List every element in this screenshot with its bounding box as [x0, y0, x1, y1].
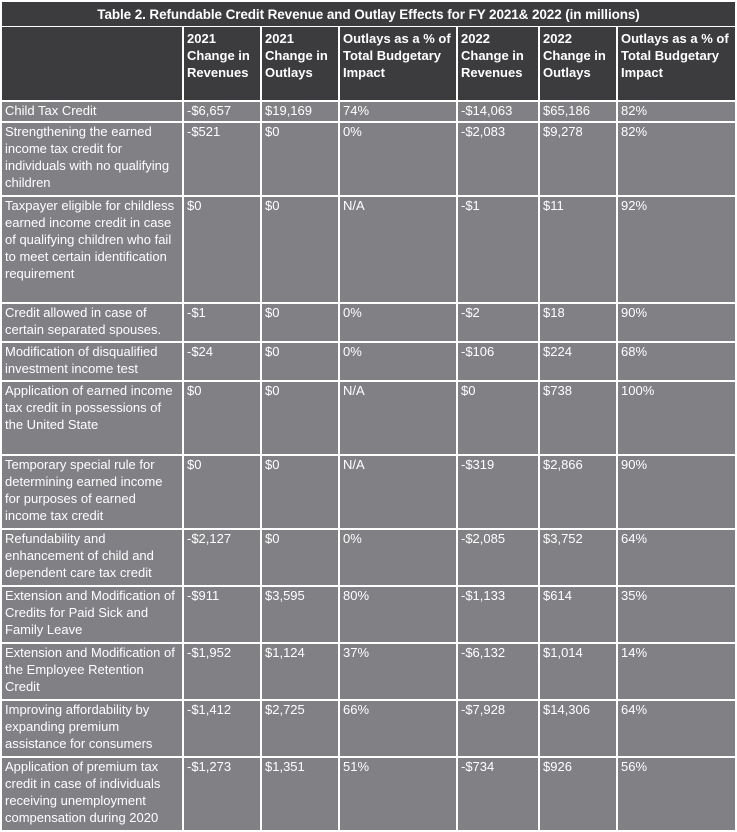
outlay-pct-2021-cell: 51%: [340, 758, 456, 830]
table-row: [2, 530, 735, 585]
provision-cell: Refundability and enhancement of child and dependent care tax credit: [2, 530, 182, 585]
revenue-2022-cell: -$7,928: [458, 701, 538, 756]
outlay-pct-2022-cell: 100%: [618, 382, 735, 454]
header-2021-outlays: 2021 Change in Outlays: [262, 27, 338, 100]
revenue-2022-cell: -$1: [458, 197, 538, 302]
provision-cell: Taxpayer eligible for childless earned income credit in case of qualifying children who fail to meet certain identification requirement: [2, 197, 182, 302]
revenue-2021-cell: -$6,657: [184, 102, 260, 121]
outlay-2021-cell: $2,725: [262, 701, 338, 756]
revenue-2022-cell: -$2,085: [458, 530, 538, 585]
table-row: [2, 102, 735, 121]
header-2021-revenues: 2021 Change in Revenues: [184, 27, 260, 100]
revenue-2021-cell: -$2,127: [184, 530, 260, 585]
outlay-pct-2021-cell: N/A: [340, 197, 456, 302]
outlay-pct-2021-cell: 37%: [340, 644, 456, 699]
table-row: [2, 123, 735, 195]
outlay-pct-2022-cell: 90%: [618, 304, 735, 341]
outlay-pct-2021-cell: 80%: [340, 587, 456, 642]
provision-cell: Improving affordability by expanding premium assistance for consumers: [2, 701, 182, 756]
outlay-2022-cell: $1,014: [540, 644, 616, 699]
table-row: [2, 343, 735, 380]
outlay-2022-cell: $18: [540, 304, 616, 341]
table-row: [2, 382, 735, 454]
revenue-2021-cell: -$1,273: [184, 758, 260, 830]
outlay-2022-cell: $3,752: [540, 530, 616, 585]
outlay-pct-2021-cell: N/A: [340, 456, 456, 528]
outlay-2021-cell: $0: [262, 456, 338, 528]
outlay-pct-2022-cell: 64%: [618, 530, 735, 585]
outlay-pct-2022-cell: 56%: [618, 758, 735, 830]
revenue-2022-cell: -$14,063: [458, 102, 538, 121]
outlay-pct-2022-cell: 14%: [618, 644, 735, 699]
outlay-2021-cell: $0: [262, 343, 338, 380]
revenue-2021-cell: -$521: [184, 123, 260, 195]
provision-cell: Extension and Modification of Credits for Paid Sick and Family Leave: [2, 587, 182, 642]
revenue-2021-cell: $0: [184, 382, 260, 454]
outlay-pct-2022-cell: 68%: [618, 343, 735, 380]
table-row: [2, 758, 735, 830]
outlay-2022-cell: $11: [540, 197, 616, 302]
header-row: [2, 27, 735, 100]
outlay-2022-cell: $614: [540, 587, 616, 642]
provision-cell: Child Tax Credit: [2, 102, 182, 121]
outlay-2022-cell: $926: [540, 758, 616, 830]
header-2022-outlay-pct: Outlays as a % of Total Budgetary Impact: [618, 27, 735, 100]
outlay-2022-cell: $14,306: [540, 701, 616, 756]
header-2022-outlays: 2022 Change in Outlays: [540, 27, 616, 100]
table-title: Table 2. Refundable Credit Revenue and Outlay Effects for FY 2021& 2022 (in millions): [2, 2, 735, 26]
outlay-2022-cell: $738: [540, 382, 616, 454]
table-row: [2, 644, 735, 699]
revenue-2022-cell: -$319: [458, 456, 538, 528]
outlay-2022-cell: $9,278: [540, 123, 616, 195]
header-2022-revenues: 2022 Change in Revenues: [458, 27, 538, 100]
outlay-2021-cell: $1,124: [262, 644, 338, 699]
outlay-2021-cell: $0: [262, 530, 338, 585]
outlay-2021-cell: $0: [262, 197, 338, 302]
outlay-pct-2022-cell: 90%: [618, 456, 735, 528]
revenue-2021-cell: -$911: [184, 587, 260, 642]
outlay-pct-2022-cell: 82%: [618, 102, 735, 121]
revenue-2021-cell: -$1: [184, 304, 260, 341]
revenue-2022-cell: -$2: [458, 304, 538, 341]
revenue-2022-cell: -$106: [458, 343, 538, 380]
revenue-2022-cell: $0: [458, 382, 538, 454]
revenue-2021-cell: -$24: [184, 343, 260, 380]
outlay-2022-cell: $2,866: [540, 456, 616, 528]
outlay-pct-2021-cell: 0%: [340, 304, 456, 341]
outlay-2021-cell: $0: [262, 304, 338, 341]
revenue-2021-cell: $0: [184, 456, 260, 528]
provision-cell: Strengthening the earned income tax credit for individuals with no qualifying children: [2, 123, 182, 195]
table-row: [2, 456, 735, 528]
table-row: [2, 197, 735, 302]
revenue-2021-cell: -$1,412: [184, 701, 260, 756]
outlay-2021-cell: $1,351: [262, 758, 338, 830]
revenue-2022-cell: -$6,132: [458, 644, 538, 699]
provision-cell: Application of earned income tax credit in possessions of the United State: [2, 382, 182, 454]
revenue-2022-cell: -$734: [458, 758, 538, 830]
outlay-2021-cell: $19,169: [262, 102, 338, 121]
outlay-pct-2022-cell: 64%: [618, 701, 735, 756]
outlay-2021-cell: $0: [262, 123, 338, 195]
revenue-2022-cell: -$1,133: [458, 587, 538, 642]
provision-cell: Temporary special rule for determining earned income for purposes of earned income tax credit: [2, 456, 182, 528]
outlay-pct-2022-cell: 35%: [618, 587, 735, 642]
outlay-pct-2021-cell: 66%: [340, 701, 456, 756]
outlay-2022-cell: $224: [540, 343, 616, 380]
header-provision: [2, 27, 182, 100]
outlay-pct-2022-cell: 82%: [618, 123, 735, 195]
provision-cell: Credit allowed in case of certain separated spouses.: [2, 304, 182, 341]
outlay-pct-2021-cell: 74%: [340, 102, 456, 121]
revenue-2022-cell: -$2,083: [458, 123, 538, 195]
revenue-2021-cell: -$1,952: [184, 644, 260, 699]
outlay-2022-cell: $65,186: [540, 102, 616, 121]
outlay-pct-2022-cell: 92%: [618, 197, 735, 302]
outlay-2021-cell: $0: [262, 382, 338, 454]
provision-cell: Extension and Modification of the Employee Retention Credit: [2, 644, 182, 699]
header-2021-outlay-pct: Outlays as a % of Total Budgetary Impact: [340, 27, 456, 100]
revenue-2021-cell: $0: [184, 197, 260, 302]
table-row: [2, 304, 735, 341]
provision-cell: Application of premium tax credit in case of individuals receiving unemployment compensation during 2020: [2, 758, 182, 830]
provision-cell: Modification of disqualified investment income test: [2, 343, 182, 380]
outlay-pct-2021-cell: 0%: [340, 123, 456, 195]
table-row: [2, 587, 735, 642]
outlay-pct-2021-cell: N/A: [340, 382, 456, 454]
credit-table: [0, 25, 737, 832]
outlay-pct-2021-cell: 0%: [340, 530, 456, 585]
table-row: [2, 701, 735, 756]
outlay-pct-2021-cell: 0%: [340, 343, 456, 380]
outlay-2021-cell: $3,595: [262, 587, 338, 642]
